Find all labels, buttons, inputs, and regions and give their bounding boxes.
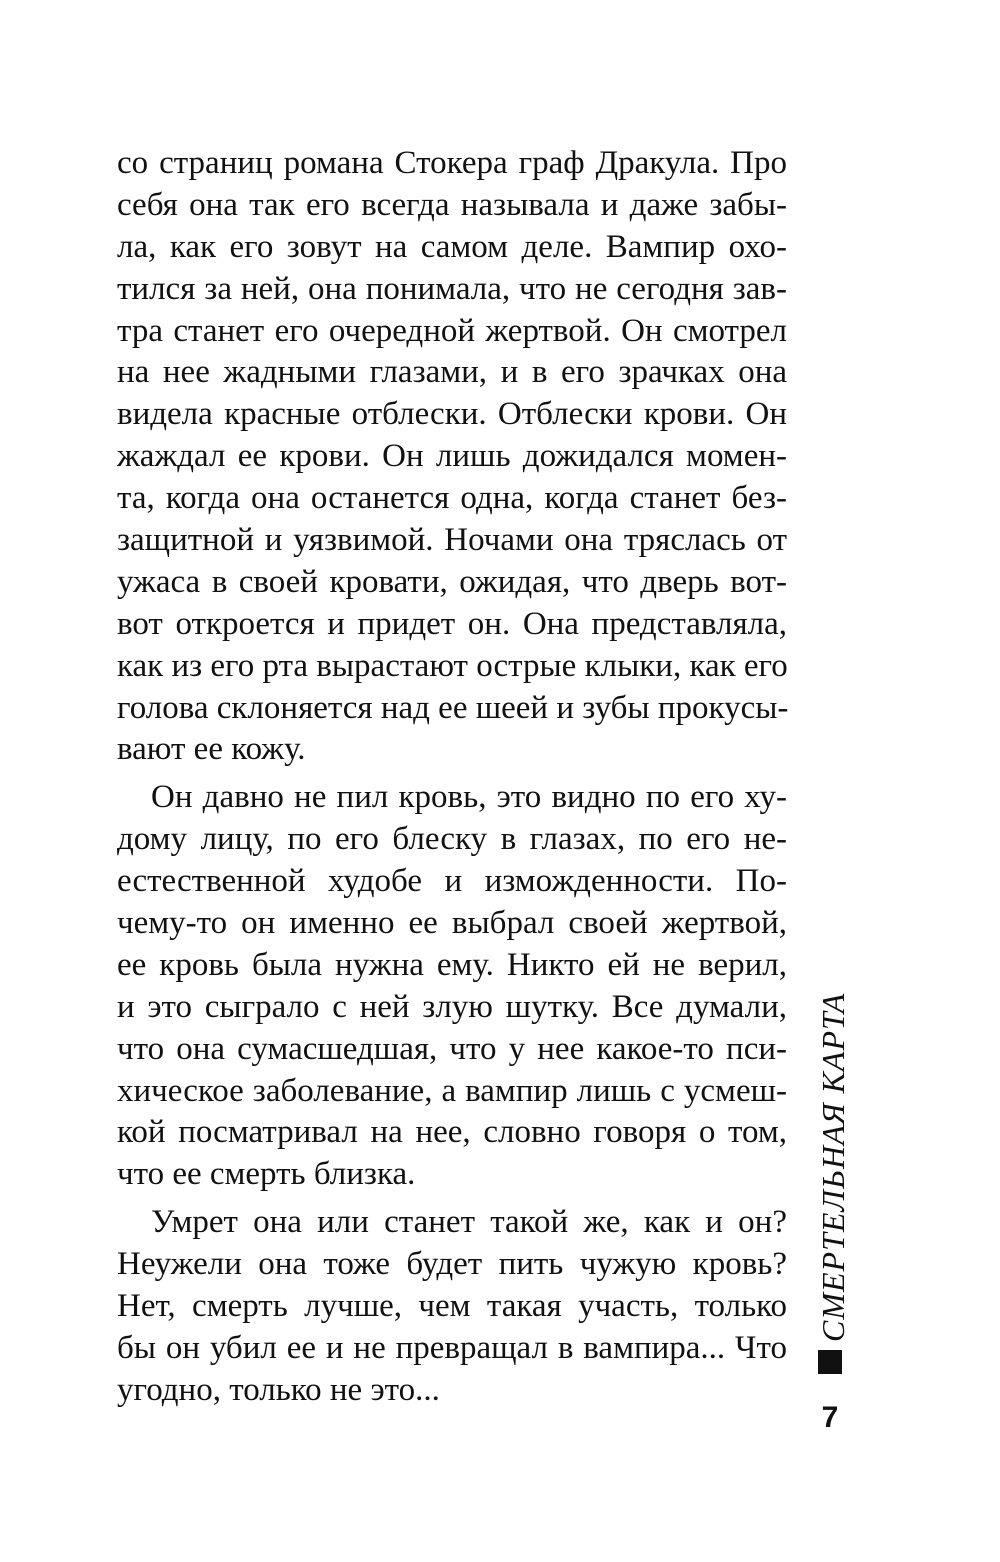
text-line: что ее смерть близка.	[117, 1156, 416, 1193]
body-text	[117, 143, 787, 1412]
text-line: защитной и уязвимой. Ночами она тряслась от	[117, 522, 787, 559]
text-line: на нее жадными глазами, и в его зрачках она	[117, 354, 787, 391]
text-line: вот откроется и придет он. Она представляла,	[117, 605, 787, 642]
text-line: тра станет его очередной жертвой. Он смотрел	[117, 312, 787, 349]
paragraph-2	[117, 777, 787, 1196]
text-line: бы он убил ее и не превращал в вампира... Что	[117, 1329, 787, 1366]
text-line: ла, как его зовут на самом деле. Вампир охо-	[117, 228, 787, 265]
running-title: СМЕРТЕЛЬНАЯ КАРТА	[815, 992, 851, 1342]
text-line: со страниц романа Стокера граф Дракула. Про	[117, 145, 787, 181]
text-line: тился за ней, она понимала, что не сегодня зав-	[117, 270, 787, 307]
text-line: как из его рта вырастают острые клыки, как его	[117, 647, 788, 684]
text-line: себя она так его всегда называла и даже забы-	[117, 186, 787, 223]
text-line: жаждал ее крови. Он лишь дожидался момен-	[117, 438, 787, 475]
text-line: что она сумасшедшая, что у нее какое-то пси-	[117, 1030, 787, 1067]
text-line: Он давно не пил кровь, это видно по его ху-	[151, 779, 787, 816]
text-line: голова склоняется над ее шеей и зубы прокусы-	[117, 689, 789, 726]
text-line: видела красные отблески. Отблески крови. Он	[117, 396, 787, 433]
text-line: вают ее кожу.	[117, 731, 306, 768]
text-line: и это сыграло с ней злую шутку. Все думали,	[117, 988, 787, 1025]
paragraph-3	[117, 1202, 787, 1411]
text-line: ее кровь была нужна ему. Никто ей не верил,	[117, 946, 787, 983]
text-line: чему-то он именно ее выбрал своей жертвой,	[117, 905, 787, 942]
text-line: дому лицу, по его блеску в глазах, по его не-	[117, 821, 787, 858]
text-line: Неужели она тоже будет пить чужую кровь?	[117, 1246, 787, 1283]
text-line: угодно, только не это...	[117, 1371, 440, 1408]
text-line: кой посматривал на нее, словно говоря о том,	[117, 1114, 787, 1151]
page-number: 7	[821, 1401, 839, 1434]
text-line: хическое заболевание, а вампир лишь с усмеш-	[117, 1072, 787, 1109]
paragraph-1	[117, 143, 787, 771]
square-marker	[818, 1350, 842, 1374]
text-line: естественной худобе и изможденности. По-	[117, 863, 787, 900]
text-line: ужаса в своей кровати, ожидая, что дверь вот-	[117, 563, 787, 600]
text-line: Умрет она или станет такой же, как и он?	[151, 1204, 787, 1241]
text-line: та, когда она останется одна, когда станет без-	[117, 480, 787, 517]
text-line: Нет, смерть лучше, чем такая участь, только	[117, 1288, 787, 1325]
